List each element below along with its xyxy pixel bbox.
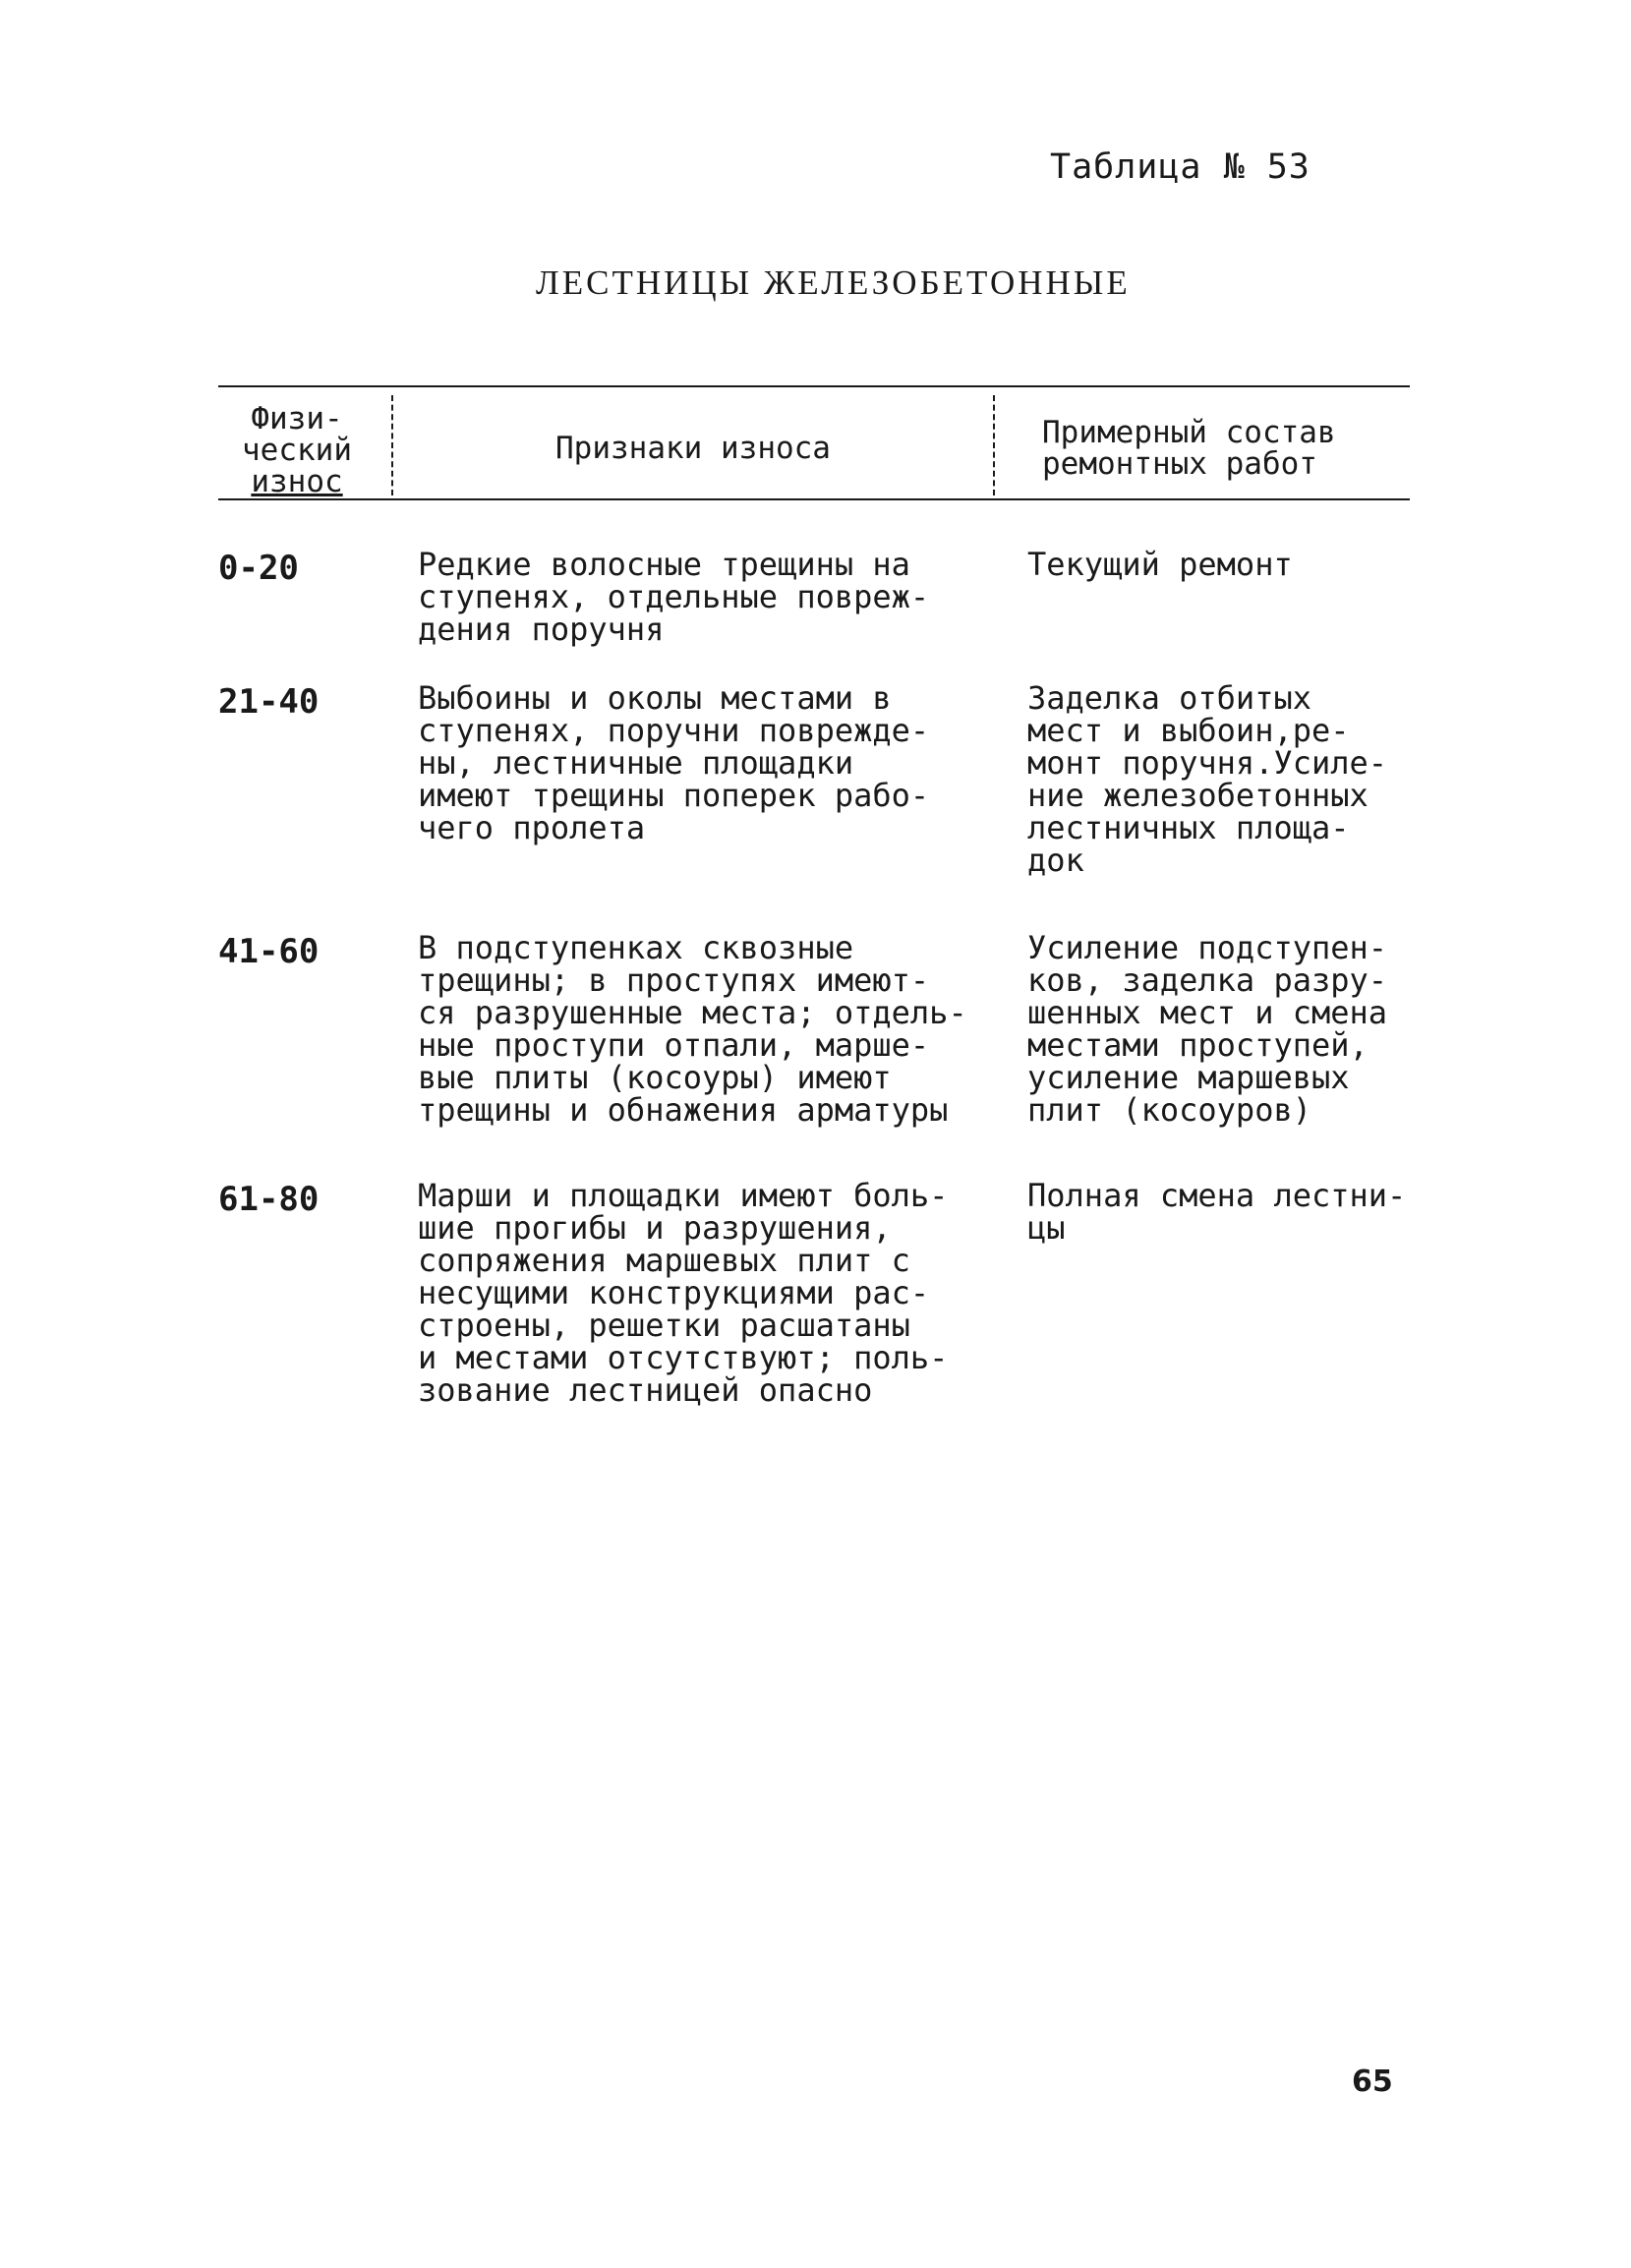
- table-title: ЛЕСТНИЦЫ ЖЕЛЕЗОБЕТОННЫЕ: [536, 263, 1131, 302]
- header-line: Физи-: [251, 401, 343, 436]
- header-physical-wear: [218, 403, 376, 497]
- wear-range: 0-20: [218, 549, 299, 588]
- wear-signs: Выбоины и околы местами в ступенях, поручни поврежде- ны, лестничные площадки имеют трещины поперек рабо- чего пролета: [418, 679, 930, 846]
- table-header-bottom-rule: [218, 498, 1410, 500]
- wear-signs: Марши и площадки имеют боль- шие прогибы и разрушения, сопряжения маршевых плит с несущими конструкциями рас- строены, решетки расшатаны и местами отсутствуют; поль- зование лестницей опасно: [418, 1177, 949, 1409]
- repair-works: Текущий ремонт: [1027, 546, 1293, 583]
- column-separator: [993, 395, 995, 495]
- column-separator: [391, 395, 393, 495]
- wear-signs: Редкие волосные трещины на ступенях, отдельные повреж- дения поручня: [418, 546, 930, 648]
- header-line: износ: [251, 464, 343, 499]
- header-line: Примерный состав: [1042, 415, 1336, 450]
- repair-works: Усиление подступен- ков, заделка разру- шенных мест и смена местами проступей, усиление маршевых плит (косоуров): [1027, 929, 1388, 1129]
- repair-works: Полная смена лестни- цы: [1027, 1177, 1407, 1247]
- header-line: ческий: [242, 433, 352, 468]
- header-line: ремонтных работ: [1042, 446, 1317, 482]
- wear-range: 41-60: [218, 932, 320, 971]
- table-number: Таблица № 53: [1050, 147, 1311, 187]
- repair-works: Заделка отбитых мест и выбоин,ре- монт поручня.Усиле- ние железобетонных лестничных площа- док: [1027, 679, 1388, 879]
- table-top-rule: [218, 385, 1410, 387]
- header-wear-signs: Признаки износа: [555, 431, 831, 466]
- header-repair-works: [1042, 417, 1416, 480]
- wear-signs: В подступенках сквозные трещины; в проступях имеют- ся разрушенные места; отдель- ные проступи отпали, марше- вые плиты (косоуры) имеют трещины и обнажения арматуры: [418, 929, 967, 1129]
- wear-range: 61-80: [218, 1180, 320, 1219]
- page-number: 65: [1352, 2064, 1393, 2099]
- wear-range: 21-40: [218, 682, 320, 722]
